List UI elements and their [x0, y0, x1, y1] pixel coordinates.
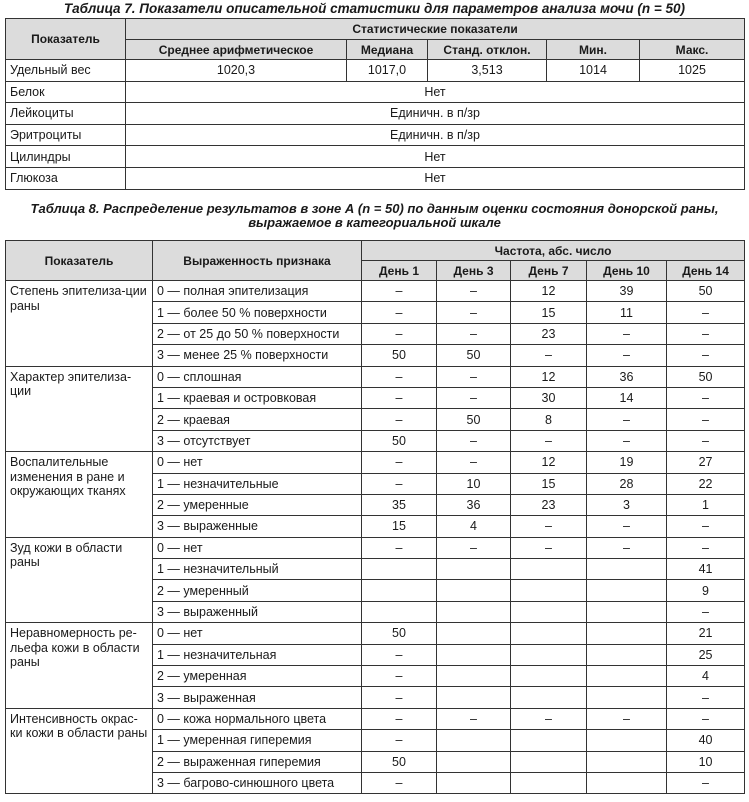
table7-row-label: Глюкоза: [6, 167, 126, 189]
table8-cell: [437, 666, 511, 687]
table8-cell: [511, 623, 587, 644]
table8-cell: –: [667, 708, 745, 729]
table8-cell: –: [437, 708, 511, 729]
table8-cell: –: [511, 430, 587, 451]
table8-cell: –: [437, 281, 511, 302]
table8-cell: 12: [511, 452, 587, 473]
table8-grade: 1 — незначительная: [153, 644, 362, 665]
table8-group-label: Степень эпителиза-ции раны: [6, 281, 153, 367]
table7-cell: 1017,0: [347, 60, 428, 82]
table-row: [6, 623, 745, 644]
table7-caption: Таблица 7. Показатели описательной статистики для параметров анализа мочи (n = 50): [63, 1, 686, 16]
table8-grade: 0 — нет: [153, 623, 362, 644]
table8-grade: 2 — умеренный: [153, 580, 362, 601]
table8-cell: –: [667, 345, 745, 366]
table8-cell: 28: [587, 473, 667, 494]
table8-cell: –: [511, 345, 587, 366]
table8-cell: –: [511, 516, 587, 537]
table-row: [6, 103, 745, 125]
table7-column-header: Станд. отклон.: [428, 40, 547, 60]
table8-cell: [437, 601, 511, 622]
table8-grade: 0 — кожа нормального цвета: [153, 708, 362, 729]
table8-cell: [587, 644, 667, 665]
table7-column-header: Мин.: [547, 40, 640, 60]
table8-cell: [511, 751, 587, 772]
table8-cell: 10: [437, 473, 511, 494]
table8-grade: 2 — от 25 до 50 % поверхности: [153, 323, 362, 344]
table8-grade: 1 — незначительные: [153, 473, 362, 494]
table8-grade: 1 — незначительный: [153, 559, 362, 580]
table8-cell: –: [362, 302, 437, 323]
table8-cell: –: [667, 687, 745, 708]
table7-merged-value: Нет: [126, 146, 745, 168]
table8-cell: –: [511, 708, 587, 729]
table8-day-header: День 10: [587, 261, 667, 281]
table8-grade: 0 — нет: [153, 452, 362, 473]
table8-cell: [587, 623, 667, 644]
table8-cell: 50: [362, 623, 437, 644]
table8-cell: –: [362, 730, 437, 751]
table8-cell: [362, 580, 437, 601]
table8-cell: –: [587, 345, 667, 366]
table8-cell: 35: [362, 494, 437, 515]
table8-cell: [437, 580, 511, 601]
table8-cell: –: [362, 644, 437, 665]
table8-grade: 2 — умеренные: [153, 494, 362, 515]
table8-cell: [437, 687, 511, 708]
table8-cell: [511, 772, 587, 793]
table8-cell: –: [437, 366, 511, 387]
table8-cell: 41: [667, 559, 745, 580]
table7-row-label: Лейкоциты: [6, 103, 126, 125]
table8-cell: 4: [667, 666, 745, 687]
table8-cell: [587, 666, 667, 687]
table7-merged-value: Единичн. в п/зр: [126, 124, 745, 146]
table8-cell: [437, 623, 511, 644]
table8-cell: [511, 601, 587, 622]
table8-cell: –: [437, 430, 511, 451]
table8-cell: [511, 687, 587, 708]
table8-grade: 0 — полная эпителизация: [153, 281, 362, 302]
table8-grade: 3 — багрово-синюшного цвета: [153, 772, 362, 793]
table8-day-header: День 1: [362, 261, 437, 281]
table8-cell: 3: [587, 494, 667, 515]
table8-cell: 30: [511, 387, 587, 408]
table8-cell: 23: [511, 494, 587, 515]
table7-cell: 1025: [640, 60, 745, 82]
table7-row-label: Удельный вес: [6, 60, 126, 82]
table8-grade: 0 — нет: [153, 537, 362, 558]
table8-cell: –: [437, 387, 511, 408]
table8-caption-line2: выражаемое в категориальной шкале: [248, 215, 501, 230]
table8-cell: [587, 687, 667, 708]
table8-cell: –: [587, 708, 667, 729]
table8-day-header: День 14: [667, 261, 745, 281]
table8-cell: 15: [362, 516, 437, 537]
table-row: [6, 146, 745, 168]
table7-merged-value: Единичн. в п/зр: [126, 103, 745, 125]
table8-cell: –: [362, 281, 437, 302]
table8-cell: 36: [587, 366, 667, 387]
table8-grade: 0 — сплошная: [153, 366, 362, 387]
table8-cell: 10: [667, 751, 745, 772]
table7-row-label: Эритроциты: [6, 124, 126, 146]
table8-cell: –: [587, 323, 667, 344]
table8-group-label: Неравномерность ре-льефа кожи в области раны: [6, 623, 153, 709]
table8-cell: 23: [511, 323, 587, 344]
table8-cell: 12: [511, 281, 587, 302]
table8-cell: 1: [667, 494, 745, 515]
table8-cell: [511, 666, 587, 687]
table8-cell: 50: [437, 409, 511, 430]
table8-cell: –: [667, 409, 745, 430]
table7-row-label: Белок: [6, 81, 126, 103]
table8-cell: 11: [587, 302, 667, 323]
table8-cell: –: [667, 601, 745, 622]
table8-cell: –: [362, 666, 437, 687]
table8-cell: –: [511, 537, 587, 558]
table7-merged-value: Нет: [126, 81, 745, 103]
table8-cell: 21: [667, 623, 745, 644]
table8-cell: –: [437, 452, 511, 473]
table8-cell: [511, 644, 587, 665]
table7-column-header: Макс.: [640, 40, 745, 60]
table7-header-indicator: Показатель: [6, 19, 126, 60]
table8-cell: 22: [667, 473, 745, 494]
table-row: [6, 452, 745, 473]
table7-column-header: Медиана: [347, 40, 428, 60]
table8-cell: 19: [587, 452, 667, 473]
table8-cell: [362, 601, 437, 622]
table7-cell: 1020,3: [126, 60, 347, 82]
table8-cell: –: [587, 537, 667, 558]
table8-day-header: День 3: [437, 261, 511, 281]
table8-cell: [362, 559, 437, 580]
table8-cell: [587, 580, 667, 601]
table8-grade: 3 — отсутствует: [153, 430, 362, 451]
table7-column-header: Среднее арифметическое: [126, 40, 347, 60]
table8-cell: [511, 559, 587, 580]
table8-cell: [437, 559, 511, 580]
table8-cell: –: [362, 772, 437, 793]
table8-cell: –: [362, 473, 437, 494]
table8-cell: [437, 644, 511, 665]
table8-cell: 4: [437, 516, 511, 537]
table8-grade: 3 — выраженные: [153, 516, 362, 537]
table8-grade: 1 — умеренная гиперемия: [153, 730, 362, 751]
table-row: [6, 281, 745, 302]
table8-cell: –: [362, 409, 437, 430]
table7-cell: 3,513: [428, 60, 547, 82]
table-row: [6, 366, 745, 387]
table8-grade: 2 — умеренная: [153, 666, 362, 687]
table8-cell: 50: [667, 366, 745, 387]
table7-row-label: Цилиндры: [6, 146, 126, 168]
table8-cell: 15: [511, 473, 587, 494]
table-row: [6, 537, 745, 558]
table8-cell: –: [667, 430, 745, 451]
table8-grade: 3 — выраженная: [153, 687, 362, 708]
table8-header-severity: Выраженность признака: [153, 241, 362, 281]
table8-cell: –: [437, 537, 511, 558]
table8-header-indicator: Показатель: [6, 241, 153, 281]
table8-cell: –: [362, 323, 437, 344]
table7-cell: 1014: [547, 60, 640, 82]
table8-grade: 1 — краевая и островковая: [153, 387, 362, 408]
table8-cell: 9: [667, 580, 745, 601]
table-row: [6, 124, 745, 146]
table8-cell: –: [362, 387, 437, 408]
table8-cell: –: [587, 409, 667, 430]
table8-cell: 50: [362, 430, 437, 451]
table8-cell: 25: [667, 644, 745, 665]
table8-cell: –: [362, 687, 437, 708]
table8-group-label: Зуд кожи в области раны: [6, 537, 153, 623]
table8-grade: 2 — выраженная гиперемия: [153, 751, 362, 772]
table8-cell: [511, 580, 587, 601]
table8: [5, 240, 745, 794]
table8-cell: [437, 772, 511, 793]
table8-group-label: Интенсивность окрас-ки кожи в области раны: [6, 708, 153, 794]
table8-cell: 39: [587, 281, 667, 302]
table8-cell: –: [437, 302, 511, 323]
table-row: [6, 708, 745, 729]
table8-cell: –: [362, 366, 437, 387]
table8-cell: –: [587, 430, 667, 451]
table8-cell: 15: [511, 302, 587, 323]
table8-cell: –: [437, 323, 511, 344]
table7: [5, 18, 745, 190]
table8-grade: 1 — более 50 % поверхности: [153, 302, 362, 323]
table8-cell: –: [667, 323, 745, 344]
table8-cell: 36: [437, 494, 511, 515]
table8-grade: 3 — менее 25 % поверхности: [153, 345, 362, 366]
table8-cell: –: [667, 387, 745, 408]
table8-header-group: Частота, абс. число: [362, 241, 745, 261]
table8-day-header: День 7: [511, 261, 587, 281]
table8-cell: –: [667, 302, 745, 323]
table7-merged-value: Нет: [126, 167, 745, 189]
table8-cell: 50: [437, 345, 511, 366]
table8-cell: –: [667, 516, 745, 537]
table8-cell: 50: [667, 281, 745, 302]
table8-cell: 12: [511, 366, 587, 387]
table8-cell: [511, 730, 587, 751]
table8-cell: –: [362, 708, 437, 729]
table8-grade: 2 — краевая: [153, 409, 362, 430]
table8-cell: [587, 751, 667, 772]
table-row: [6, 167, 745, 189]
table8-cell: [587, 601, 667, 622]
table8-cell: 27: [667, 452, 745, 473]
table8-cell: –: [667, 772, 745, 793]
table8-cell: [587, 772, 667, 793]
table8-caption-line1: Таблица 8. Распределение результатов в зоне А (n = 50) по данным оценки состояния донорской раны,: [30, 201, 719, 216]
table8-grade: 3 — выраженный: [153, 601, 362, 622]
table8-cell: 50: [362, 345, 437, 366]
table8-cell: –: [587, 516, 667, 537]
table8-cell: –: [362, 452, 437, 473]
table8-cell: 14: [587, 387, 667, 408]
table-row: [6, 81, 745, 103]
table8-cell: –: [362, 537, 437, 558]
table8-cell: 8: [511, 409, 587, 430]
table8-group-label: Характер эпителиза-ции: [6, 366, 153, 452]
table8-cell: 50: [362, 751, 437, 772]
table8-cell: [437, 751, 511, 772]
table8-cell: 40: [667, 730, 745, 751]
table8-group-label: Воспалительные изменения в ране и окружающих тканях: [6, 452, 153, 538]
table7-header-group: Статистические показатели: [126, 19, 745, 40]
table8-cell: [587, 730, 667, 751]
table8-cell: –: [667, 537, 745, 558]
table8-cell: [587, 559, 667, 580]
table8-cell: [437, 730, 511, 751]
